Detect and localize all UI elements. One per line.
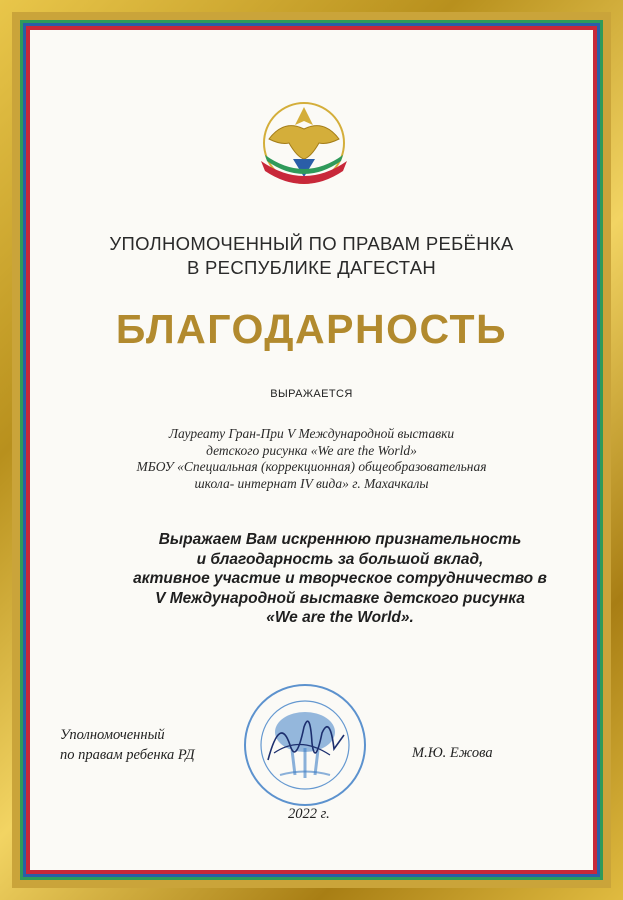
recipient-line: Лауреату Гран-При V Международной выставки (168, 426, 455, 441)
recipient-line: МБОУ «Специальная (коррекционная) общеобразовательная (136, 459, 487, 474)
issuer-heading-line2: В РЕСПУБЛИКЕ ДАГЕСТАН (186, 257, 437, 278)
issuer-heading-line1: УПОЛНОМОЧЕННЫЙ ПО ПРАВАМ РЕБЁНКА (109, 233, 514, 254)
message-line: V Международной выставке детского рисунка (155, 589, 525, 607)
dagestan-coat-of-arms-icon (249, 99, 359, 195)
recipient-block (0, 426, 623, 492)
signatory-title-line: по правам ребенка РД (60, 747, 195, 763)
handwritten-signature (260, 705, 350, 775)
message-line: «We are the World». (266, 609, 414, 626)
expresses-label: ВЫРАЖАЕТСЯ (270, 388, 353, 400)
message-line: активное участие и творческое сотрудничество в (133, 570, 547, 587)
recipient-line: школа- интернат IV вида» г. Махачкалы (194, 475, 429, 491)
certificate-title: БЛАГОДАРНОСТЬ (115, 306, 508, 352)
signatory-name: М.Ю. Ежова (412, 745, 493, 761)
recipient-line: детского рисунка «We are the World» (206, 442, 417, 458)
issue-year: 2022 г. (288, 806, 330, 822)
signatory-title-line: Уполномоченный (60, 727, 165, 743)
signatory-title (60, 725, 195, 765)
message-line: Выражаем Вам искреннюю признательность (158, 531, 522, 548)
gratitude-message (90, 530, 590, 628)
message-line: и благодарность за большой вклад, (196, 550, 484, 568)
